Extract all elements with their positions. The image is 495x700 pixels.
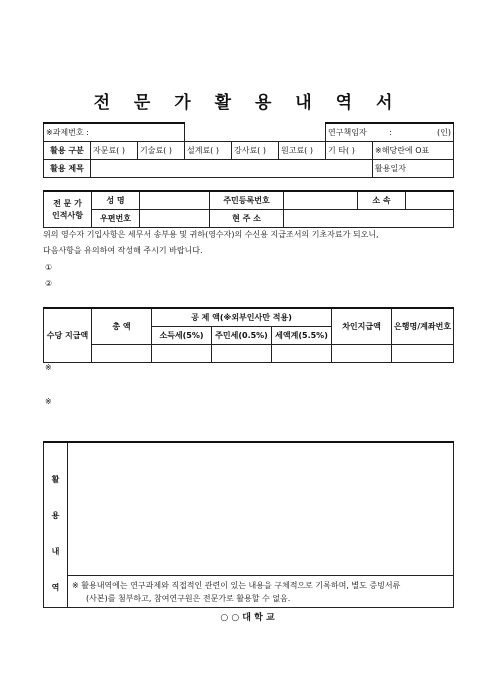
resident-tax-label: 주민세(0.5%)	[212, 327, 272, 345]
activity-content[interactable]	[68, 442, 454, 608]
bank-label: 은행명/계좌번호	[392, 308, 454, 345]
usage-label: 활용 구분	[44, 142, 91, 160]
postal-field[interactable]	[140, 210, 210, 228]
postal-label: 우편번호	[92, 210, 140, 228]
researcher-cell[interactable]	[326, 123, 454, 142]
footer-university: ○ ○ 대 학 교	[220, 613, 275, 623]
seal-mark: (인)	[437, 128, 452, 137]
researcher-colon: :	[389, 128, 392, 137]
total-label: 총 액	[92, 308, 152, 345]
tax-total-field[interactable]	[272, 345, 332, 363]
person-section-label	[44, 191, 92, 228]
usage-option-consulting[interactable]: 자문료( )	[91, 142, 138, 160]
tax-total-label: 세액계(5.5%)	[272, 327, 332, 345]
instruction-line-2: 다음사항을 유의하여 작성해 주시기 바랍니다.	[43, 246, 203, 255]
person-section-label-line1: 전 문 가	[53, 198, 82, 208]
instruction-line-1: 위의 영수자 기입사항은 세무서 송부용 및 귀하(영수자)의 수신용 지급조서의 기초자료가 되오니,	[43, 230, 379, 239]
payment-label: 수당 지급액	[44, 308, 92, 363]
usage-option-lecture[interactable]: 강사료( )	[232, 142, 279, 160]
resident-tax-field[interactable]	[212, 345, 272, 363]
income-tax-label: 소득세(5%)	[152, 327, 212, 345]
activity-footnote	[68, 575, 453, 607]
person-section-label-line2: 인적사항	[52, 210, 83, 220]
project-number-cell[interactable]: ※과제번호 :	[44, 123, 185, 142]
activity-char-1: 활	[51, 475, 60, 484]
usage-option-other[interactable]: 기 타( )	[326, 142, 373, 160]
usage-option-design[interactable]: 설계료( )	[185, 142, 232, 160]
activity-char-2: 용	[51, 511, 60, 520]
resident-field[interactable]	[284, 191, 358, 210]
activity-char-4: 역	[51, 583, 60, 592]
note-2: ※	[45, 397, 52, 406]
activity-table	[43, 441, 454, 608]
document-title: 전 문 가 활 용 내 역 서	[93, 93, 402, 113]
resident-label: 주민등록번호	[210, 191, 284, 210]
subject-field[interactable]	[91, 160, 373, 178]
researcher-label: 연구책임자	[328, 128, 367, 137]
usage-option-manuscript[interactable]: 원고료( )	[279, 142, 326, 160]
deduction-label: 공 제 액(※외부인사만 적용)	[152, 308, 332, 327]
instruction-item-1: ①	[45, 263, 53, 272]
spacer-cell	[185, 123, 326, 142]
note-1: ※	[45, 363, 52, 372]
instruction-item-2: ②	[45, 279, 53, 288]
subject-label: 활용 제목	[44, 160, 91, 178]
activity-label	[44, 442, 68, 608]
affiliation-field[interactable]	[406, 191, 454, 210]
affiliation-label: 소 속	[358, 191, 406, 210]
name-field[interactable]	[140, 191, 210, 210]
activity-footnote-line-1: ※ 활용내역에는 연구과제와 직접적인 관련이 있는 내용을 구체적으로 기록하며, 별도 증빙서류	[72, 581, 401, 590]
date-cell[interactable]	[373, 160, 454, 178]
net-label: 차인지급액	[332, 308, 392, 345]
net-field[interactable]	[332, 345, 392, 363]
payment-table	[43, 307, 454, 363]
income-tax-field[interactable]	[152, 345, 212, 363]
project-table	[43, 122, 454, 178]
activity-footnote-line-2: (사본)를 첨부하고, 참여연구원은 전문가로 활용할 수 없음.	[86, 594, 291, 603]
address-field[interactable]	[284, 210, 454, 228]
usage-option-technical[interactable]: 기술료( )	[138, 142, 185, 160]
address-label: 현 주 소	[210, 210, 284, 228]
usage-note: ※해당란에 O표	[373, 142, 454, 160]
date-label: 활용일자	[375, 164, 406, 173]
name-label: 성 명	[92, 191, 140, 210]
total-field[interactable]	[92, 345, 152, 363]
bank-field[interactable]	[392, 345, 454, 363]
activity-char-3: 내	[51, 547, 60, 556]
person-table	[43, 190, 454, 228]
